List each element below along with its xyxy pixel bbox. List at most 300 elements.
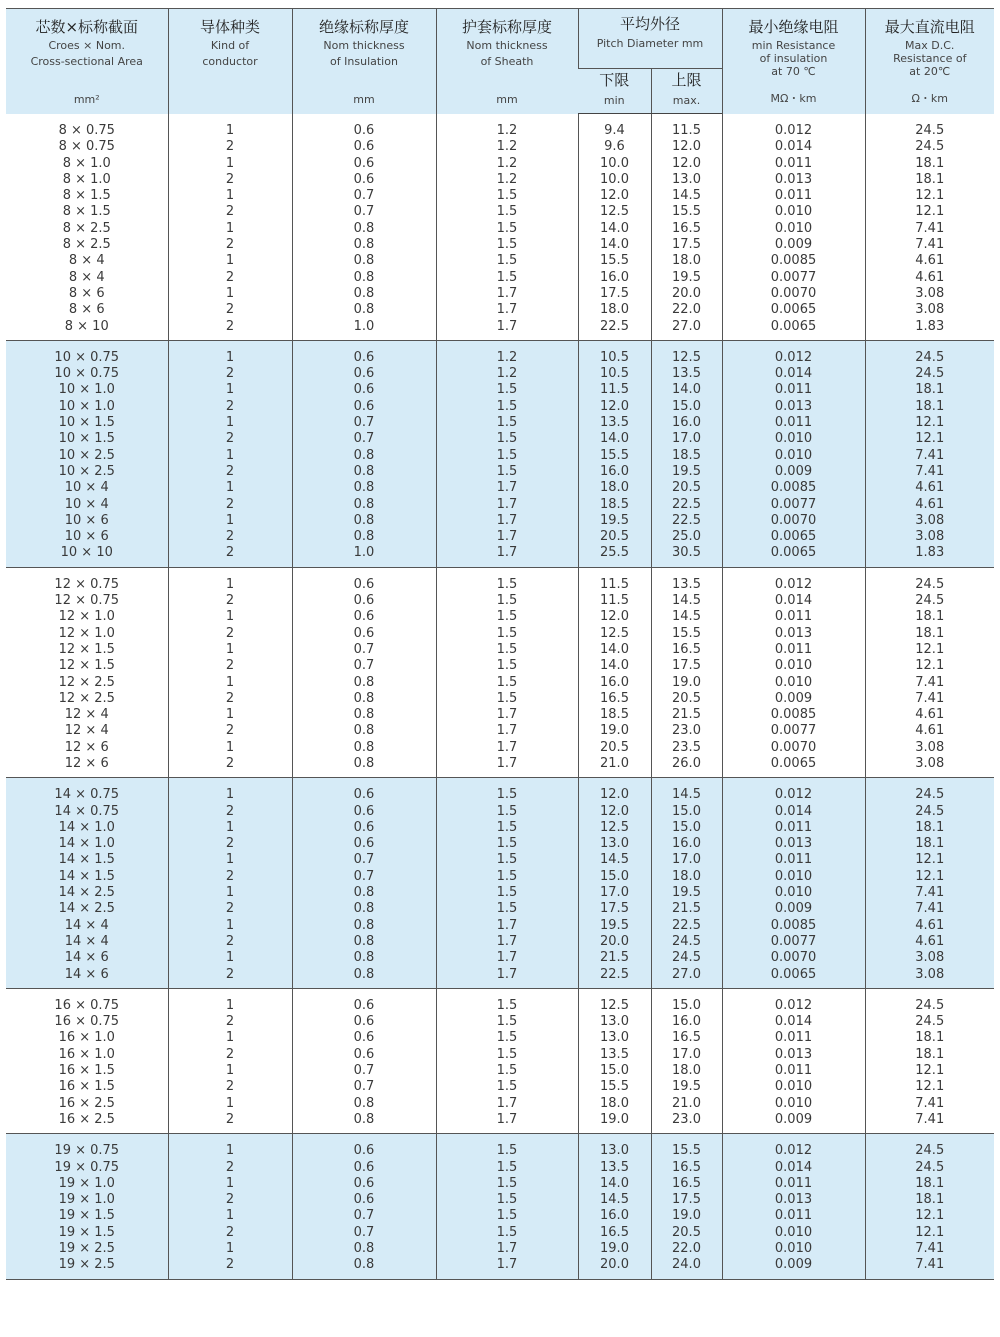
cell-dc-resistance: 7.41 [865,885,994,901]
cell-sheath-thickness: 1.5 [436,787,578,803]
header-max-dc-resistance [865,9,994,114]
cell-diameter-min: 19.5 [578,513,651,529]
group-padding-top [6,778,994,788]
table-row [6,1143,994,1159]
table-row [6,1241,994,1257]
cell-diameter-min: 12.0 [578,787,651,803]
cell-conductor-kind: 2 [168,270,292,286]
table-row [6,253,994,269]
cell-diameter-max: 14.5 [651,593,722,609]
header-insres-unit: MΩ・km [770,91,817,105]
table-row [6,1063,994,1079]
cell-diameter-min: 17.5 [578,901,651,917]
cell-sheath-thickness: 1.2 [436,139,578,155]
cell-conductor-kind: 2 [168,1112,292,1128]
padding-cell [865,567,994,577]
cell-conductor-kind: 1 [168,448,292,464]
table-row [6,513,994,529]
cell-sheath-thickness: 1.7 [436,1096,578,1112]
table-row [6,804,994,820]
table-row [6,123,994,139]
cell-dc-resistance: 12.1 [865,188,994,204]
cell-diameter-min: 20.5 [578,740,651,756]
cell-dc-resistance: 7.41 [865,901,994,917]
cell-dc-resistance: 7.41 [865,691,994,707]
cell-insulation-resistance: 0.011 [722,1176,865,1192]
cell-dc-resistance: 7.41 [865,1096,994,1112]
cell-diameter-min: 13.0 [578,836,651,852]
table-row [6,302,994,318]
group-padding-top [6,988,994,998]
cell-insulation-resistance: 0.013 [722,1192,865,1208]
cell-diameter-max: 17.5 [651,237,722,253]
cell-diameter-max: 15.0 [651,399,722,415]
cell-diameter-min: 19.0 [578,723,651,739]
row-group [6,340,994,567]
table-row [6,1079,994,1095]
table-row [6,237,994,253]
padding-cell [168,114,292,124]
cell-insulation-resistance: 0.0065 [722,302,865,318]
cell-insulation-resistance: 0.0070 [722,513,865,529]
cell-insulation-resistance: 0.0085 [722,707,865,723]
cell-diameter-min: 12.5 [578,998,651,1014]
table-row [6,675,994,691]
cell-diameter-min: 10.0 [578,172,651,188]
table-row [6,1225,994,1241]
header-cores-unit: mm² [73,92,100,106]
cell-conductor-kind: 1 [168,740,292,756]
cell-sheath-thickness: 1.5 [436,901,578,917]
cell-diameter-min: 16.5 [578,1225,651,1241]
cell-diameter-min: 13.0 [578,1014,651,1030]
cell-insulation-thickness: 0.8 [292,270,436,286]
cell-insulation-resistance: 0.011 [722,1063,865,1079]
cell-dc-resistance: 24.5 [865,123,994,139]
cell-sheath-thickness: 1.5 [436,804,578,820]
cell-diameter-min: 13.5 [578,415,651,431]
table-row [6,967,994,983]
cell-diameter-min: 17.0 [578,885,651,901]
cell-insulation-thickness: 0.7 [292,642,436,658]
cell-dc-resistance: 4.61 [865,934,994,950]
header-cores-zh: 芯数×标称截面 [35,18,139,36]
padding-cell [168,1134,292,1144]
cell-dc-resistance: 7.41 [865,237,994,253]
cell-diameter-min: 13.0 [578,1143,651,1159]
padding-cell [651,1274,722,1280]
cell-conductor-kind: 2 [168,836,292,852]
table-row [6,950,994,966]
cell-diameter-min: 13.5 [578,1160,651,1176]
cell-insulation-resistance: 0.010 [722,1225,865,1241]
cell-insulation-thickness: 0.8 [292,480,436,496]
cell-cores-section: 10 × 2.5 [6,448,168,464]
padding-cell [865,1134,994,1144]
padding-cell [722,988,865,998]
cell-conductor-kind: 2 [168,431,292,447]
header-sheath-thickness [436,9,578,114]
cell-diameter-max: 19.0 [651,675,722,691]
cell-dc-resistance: 18.1 [865,836,994,852]
spec-table [6,8,994,1280]
cell-insulation-thickness: 0.6 [292,172,436,188]
cell-dc-resistance: 24.5 [865,139,994,155]
cell-dc-resistance: 12.1 [865,1079,994,1095]
table-row [6,658,994,674]
cell-dc-resistance: 7.41 [865,221,994,237]
cell-cores-section: 19 × 1.5 [6,1225,168,1241]
cell-diameter-max: 17.5 [651,1192,722,1208]
cell-insulation-resistance: 0.0085 [722,480,865,496]
padding-cell [292,340,436,350]
cell-cores-section: 8 × 6 [6,286,168,302]
header-pitch-diameter [578,9,722,69]
cell-dc-resistance: 12.1 [865,1208,994,1224]
cell-cores-section: 8 × 1.0 [6,156,168,172]
cell-insulation-thickness: 0.8 [292,934,436,950]
cell-diameter-max: 12.0 [651,139,722,155]
cell-diameter-max: 21.0 [651,1096,722,1112]
padding-cell [168,567,292,577]
header-insulation-en1: Nom thickness [323,39,405,52]
cell-diameter-max: 23.5 [651,740,722,756]
cell-insulation-thickness: 0.8 [292,253,436,269]
cell-sheath-thickness: 1.7 [436,513,578,529]
cell-insulation-thickness: 0.8 [292,464,436,480]
cell-conductor-kind: 2 [168,204,292,220]
padding-cell [6,778,168,788]
cell-conductor-kind: 1 [168,1241,292,1257]
cell-diameter-max: 20.5 [651,1225,722,1241]
cell-insulation-resistance: 0.010 [722,885,865,901]
padding-cell [436,567,578,577]
cell-insulation-thickness: 0.6 [292,820,436,836]
cell-sheath-thickness: 1.5 [436,885,578,901]
cell-insulation-thickness: 0.6 [292,836,436,852]
cell-insulation-thickness: 0.8 [292,286,436,302]
cell-sheath-thickness: 1.5 [436,1176,578,1192]
cell-conductor-kind: 2 [168,1047,292,1063]
cell-conductor-kind: 2 [168,723,292,739]
cell-dc-resistance: 3.08 [865,756,994,772]
cell-diameter-min: 12.0 [578,804,651,820]
cell-conductor-kind: 1 [168,820,292,836]
cell-cores-section: 14 × 6 [6,950,168,966]
cell-insulation-resistance: 0.011 [722,642,865,658]
cell-sheath-thickness: 1.2 [436,123,578,139]
cell-cores-section: 12 × 2.5 [6,691,168,707]
header-lower-unit: min [603,94,625,107]
header-insres-en3: at 70 ℃ [771,65,816,78]
cell-diameter-min: 25.5 [578,545,651,561]
header-dcres-zh: 最大直流电阻 [884,18,975,36]
table-row [6,366,994,382]
cell-conductor-kind: 2 [168,319,292,335]
cell-dc-resistance: 24.5 [865,998,994,1014]
cell-insulation-thickness: 0.6 [292,399,436,415]
padding-cell [722,778,865,788]
header-insres-en2: of insulation [759,52,828,65]
cell-insulation-thickness: 0.6 [292,350,436,366]
cell-insulation-thickness: 0.8 [292,691,436,707]
cell-insulation-resistance: 0.014 [722,804,865,820]
cell-sheath-thickness: 1.5 [436,642,578,658]
padding-cell [578,1134,651,1144]
cell-sheath-thickness: 1.5 [436,204,578,220]
padding-cell [578,567,651,577]
cell-sheath-thickness: 1.5 [436,415,578,431]
cell-insulation-resistance: 0.012 [722,998,865,1014]
cell-diameter-max: 15.0 [651,998,722,1014]
table-row [6,707,994,723]
padding-cell [436,778,578,788]
cell-diameter-min: 12.0 [578,609,651,625]
cell-dc-resistance: 7.41 [865,1112,994,1128]
cell-diameter-max: 16.5 [651,1160,722,1176]
cell-diameter-min: 18.5 [578,707,651,723]
table-row [6,529,994,545]
table-row [6,820,994,836]
padding-cell [865,778,994,788]
table-row [6,221,994,237]
cell-diameter-min: 14.0 [578,1176,651,1192]
cell-sheath-thickness: 1.2 [436,350,578,366]
cell-insulation-resistance: 0.012 [722,787,865,803]
cell-insulation-resistance: 0.009 [722,901,865,917]
cell-insulation-thickness: 0.6 [292,577,436,593]
cell-cores-section: 19 × 2.5 [6,1257,168,1273]
header-insulation-en2: of Insulation [330,55,398,68]
cell-dc-resistance: 24.5 [865,1143,994,1159]
cell-dc-resistance: 18.1 [865,172,994,188]
cell-cores-section: 16 × 1.0 [6,1047,168,1063]
cell-dc-resistance: 3.08 [865,967,994,983]
cell-cores-section: 14 × 1.0 [6,836,168,852]
cell-dc-resistance: 7.41 [865,1257,994,1273]
cell-cores-section: 12 × 1.0 [6,626,168,642]
cell-diameter-min: 21.0 [578,756,651,772]
header-cores-en2: Cross-sectional Area [30,55,143,68]
cell-dc-resistance: 3.08 [865,302,994,318]
cell-conductor-kind: 1 [168,998,292,1014]
cell-conductor-kind: 2 [168,237,292,253]
cell-insulation-resistance: 0.013 [722,172,865,188]
cell-insulation-thickness: 0.8 [292,221,436,237]
cell-dc-resistance: 3.08 [865,529,994,545]
header-dcres-unit: Ω・km [911,91,948,105]
cell-insulation-resistance: 0.010 [722,675,865,691]
cell-cores-section: 12 × 1.0 [6,609,168,625]
cell-insulation-thickness: 0.6 [292,382,436,398]
cell-sheath-thickness: 1.7 [436,723,578,739]
cell-conductor-kind: 2 [168,626,292,642]
cell-diameter-min: 14.0 [578,431,651,447]
cell-cores-section: 16 × 1.5 [6,1063,168,1079]
cell-sheath-thickness: 1.5 [436,237,578,253]
table-row [6,1176,994,1192]
cell-diameter-max: 22.0 [651,302,722,318]
cell-insulation-thickness: 0.7 [292,1063,436,1079]
table-row [6,918,994,934]
cell-cores-section: 14 × 1.0 [6,820,168,836]
cell-insulation-resistance: 0.0070 [722,286,865,302]
cell-conductor-kind: 1 [168,480,292,496]
group-padding-top [6,567,994,577]
cell-insulation-resistance: 0.013 [722,399,865,415]
cell-insulation-thickness: 0.6 [292,1014,436,1030]
cell-sheath-thickness: 1.5 [436,593,578,609]
cell-cores-section: 10 × 0.75 [6,350,168,366]
padding-cell [651,567,722,577]
table-row [6,1192,994,1208]
cell-cores-section: 19 × 1.0 [6,1176,168,1192]
cell-cores-section: 10 × 2.5 [6,464,168,480]
cell-conductor-kind: 1 [168,609,292,625]
cell-cores-section: 12 × 6 [6,756,168,772]
cell-conductor-kind: 1 [168,286,292,302]
cell-insulation-resistance: 0.013 [722,1047,865,1063]
table-row [6,609,994,625]
table-row [6,464,994,480]
cell-cores-section: 10 × 0.75 [6,366,168,382]
header-sheath-zh: 护套标称厚度 [461,18,552,36]
header-upper-unit: max. [672,94,701,107]
padding-cell [292,1274,436,1280]
cell-diameter-max: 22.5 [651,497,722,513]
cell-conductor-kind: 1 [168,1030,292,1046]
cell-diameter-min: 10.5 [578,350,651,366]
cell-conductor-kind: 2 [168,869,292,885]
cell-insulation-thickness: 0.8 [292,513,436,529]
cell-diameter-max: 23.0 [651,1112,722,1128]
cell-sheath-thickness: 1.5 [436,691,578,707]
cell-dc-resistance: 18.1 [865,1176,994,1192]
cell-insulation-thickness: 0.6 [292,139,436,155]
cell-cores-section: 12 × 0.75 [6,577,168,593]
cell-insulation-resistance: 0.0077 [722,270,865,286]
cell-insulation-thickness: 0.6 [292,1047,436,1063]
cell-insulation-thickness: 0.8 [292,723,436,739]
cell-cores-section: 10 × 4 [6,480,168,496]
header-insulation-thickness [292,9,436,114]
cell-sheath-thickness: 1.2 [436,156,578,172]
cell-diameter-min: 22.5 [578,319,651,335]
cell-insulation-resistance: 0.0065 [722,529,865,545]
cable-spec-sheet [6,8,994,1280]
cell-conductor-kind: 2 [168,302,292,318]
cell-diameter-max: 18.0 [651,869,722,885]
header-sheath-en2: of Sheath [480,55,534,68]
cell-sheath-thickness: 1.5 [436,869,578,885]
cell-insulation-resistance: 0.0065 [722,545,865,561]
cell-dc-resistance: 1.83 [865,545,994,561]
cell-dc-resistance: 18.1 [865,1047,994,1063]
cell-insulation-thickness: 0.6 [292,1160,436,1176]
cell-dc-resistance: 18.1 [865,156,994,172]
cell-dc-resistance: 24.5 [865,787,994,803]
cell-insulation-resistance: 0.011 [722,1208,865,1224]
cell-conductor-kind: 1 [168,188,292,204]
group-padding-bottom [6,1274,994,1280]
cell-cores-section: 19 × 0.75 [6,1160,168,1176]
cell-insulation-resistance: 0.010 [722,431,865,447]
cell-diameter-min: 15.5 [578,448,651,464]
cell-conductor-kind: 1 [168,675,292,691]
cell-conductor-kind: 2 [168,139,292,155]
table-row [6,642,994,658]
cell-diameter-max: 16.0 [651,1014,722,1030]
table-row [6,156,994,172]
cell-sheath-thickness: 1.7 [436,497,578,513]
header-insulation-unit: mm [353,92,375,106]
cell-dc-resistance: 24.5 [865,804,994,820]
cell-cores-section: 8 × 4 [6,270,168,286]
cell-diameter-max: 18.0 [651,1063,722,1079]
cell-dc-resistance: 3.08 [865,513,994,529]
header-dcres-en3: at 20℃ [909,65,951,78]
cell-conductor-kind: 2 [168,593,292,609]
header-lower-zh: 下限 [599,71,630,89]
cell-insulation-thickness: 0.6 [292,626,436,642]
table-row [6,1257,994,1273]
table-row [6,1030,994,1046]
cell-insulation-resistance: 0.011 [722,820,865,836]
cell-diameter-max: 19.5 [651,464,722,480]
cell-diameter-max: 23.0 [651,723,722,739]
table-row [6,885,994,901]
cell-sheath-thickness: 1.5 [436,626,578,642]
cell-conductor-kind: 1 [168,123,292,139]
cell-insulation-thickness: 0.8 [292,1257,436,1273]
cell-conductor-kind: 2 [168,1225,292,1241]
cell-diameter-min: 16.5 [578,691,651,707]
cell-diameter-max: 25.0 [651,529,722,545]
cell-cores-section: 12 × 6 [6,740,168,756]
cell-sheath-thickness: 1.7 [436,1241,578,1257]
cell-conductor-kind: 2 [168,1192,292,1208]
cell-insulation-thickness: 0.8 [292,967,436,983]
cell-conductor-kind: 1 [168,707,292,723]
cell-conductor-kind: 2 [168,967,292,983]
padding-cell [722,1274,865,1280]
table-row [6,1014,994,1030]
cell-cores-section: 12 × 0.75 [6,593,168,609]
cell-dc-resistance: 12.1 [865,431,994,447]
cell-sheath-thickness: 1.5 [436,382,578,398]
cell-insulation-thickness: 0.8 [292,740,436,756]
cell-sheath-thickness: 1.7 [436,950,578,966]
cell-sheath-thickness: 1.7 [436,967,578,983]
cell-insulation-thickness: 0.7 [292,188,436,204]
cell-insulation-resistance: 0.0077 [722,934,865,950]
cell-insulation-thickness: 0.7 [292,852,436,868]
cell-sheath-thickness: 1.7 [436,480,578,496]
cell-cores-section: 8 × 4 [6,253,168,269]
table-row [6,139,994,155]
cell-sheath-thickness: 1.5 [436,270,578,286]
cell-insulation-thickness: 0.6 [292,593,436,609]
padding-cell [292,567,436,577]
cell-insulation-thickness: 0.7 [292,869,436,885]
table-row [6,691,994,707]
cell-conductor-kind: 1 [168,1176,292,1192]
cell-diameter-max: 17.5 [651,658,722,674]
table-row [6,480,994,496]
cell-insulation-resistance: 0.014 [722,366,865,382]
group-padding-top [6,1134,994,1144]
cell-dc-resistance: 18.1 [865,399,994,415]
